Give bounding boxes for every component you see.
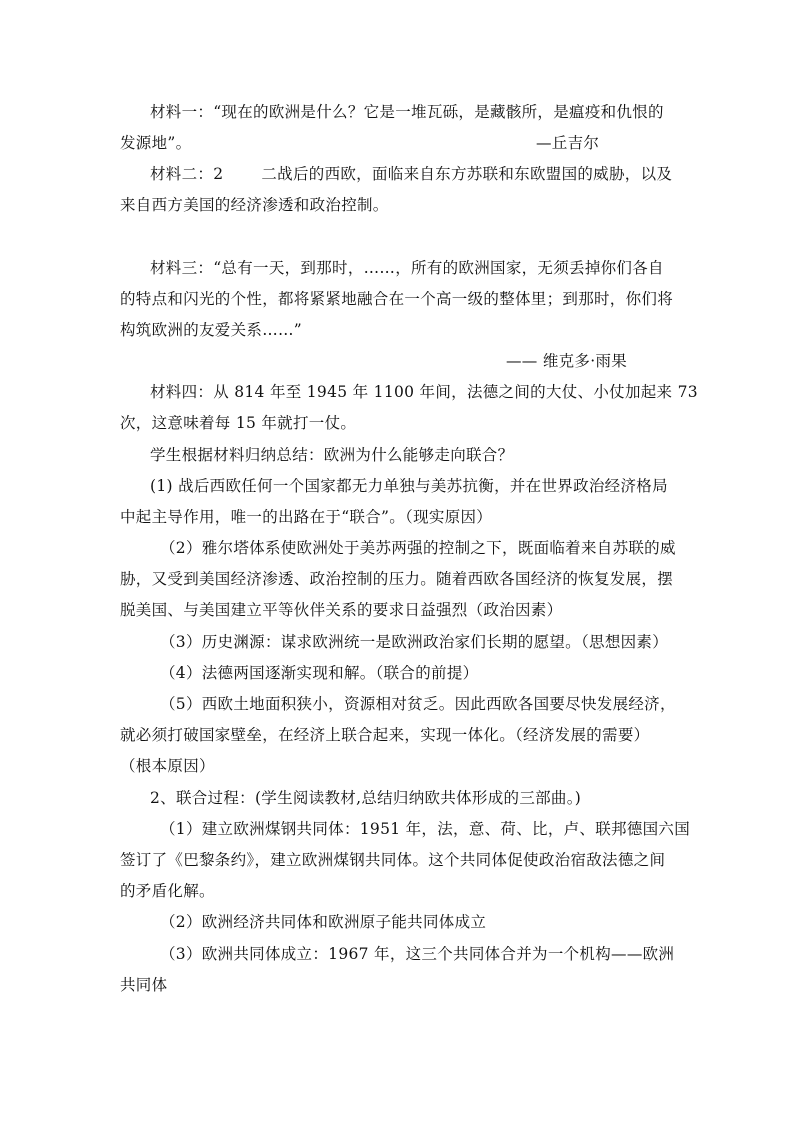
reason-5-line-1: （5）西欧土地面积狭小，资源相对贫乏。因此西欧各国要尽快发展经济， bbox=[160, 695, 676, 713]
reason-2-line-3: 脱美国、与美国建立平等伙伴关系的要求日益强烈（政治因素） bbox=[120, 601, 563, 619]
material-1-attribution: —丘吉尔 bbox=[536, 134, 600, 152]
process-3-line-2: 共同体 bbox=[120, 976, 168, 994]
reason-4-line: （4）法德两国逐渐实现和解。（联合的前提） bbox=[160, 664, 479, 682]
process-2-line: （2）欧洲经济共同体和欧洲原子能共同体成立 bbox=[160, 913, 487, 931]
material-2-line-1 bbox=[150, 164, 710, 184]
reason-1-line-2: 中起主导作用，唯一的出路在于“联合”。（现实原因） bbox=[120, 508, 493, 526]
process-1-line-2: 签订了《巴黎条约》，建立欧洲煤钢共同体。这个共同体促使政治宿敌法德之间 bbox=[120, 851, 666, 869]
material-3-attribution: —— 维克多·雨果 bbox=[506, 352, 628, 370]
material-1-line-1: 材料一：“现在的欧洲是什么？它是一堆瓦砾，是藏骸所，是瘟疫和仇恨的 bbox=[150, 103, 664, 121]
material-3-line-2: 的特点和闪光的个性，都将紧紧地融合在一个高一级的整体里；到那时，你们将 bbox=[120, 290, 674, 308]
reason-1-line-1: (1) 战后西欧任何一个国家都无力单独与美苏抗衡，并在世界政治经济格局 bbox=[150, 477, 668, 495]
material-3-line-1: 材料三：“总有一天，到那时，……，所有的欧洲国家，无须丢掉你们各自 bbox=[150, 259, 664, 277]
process-3-line-1: （3）欧洲共同体成立：1967 年，这三个共同体合并为一个机构——欧洲 bbox=[160, 945, 675, 963]
reason-5-line-2: 就必须打破国家壁垒，在经济上联合起来，实现一体化。（经济发展的需要） bbox=[120, 726, 650, 744]
material-1-line-2: 发源地”。 bbox=[120, 134, 192, 152]
reason-3-line: （3）历史渊源：谋求欧洲统一是欧洲政治家们长期的愿望。（思想因素） bbox=[160, 633, 669, 651]
reason-5-line-3: （根本原因） bbox=[120, 757, 215, 775]
material-3-line-3: 构筑欧洲的友爱关系……” bbox=[120, 321, 303, 339]
reason-2-line-2: 胁，又受到美国经济渗透、政治控制的压力。随着西欧各国经济的恢复发展，摆 bbox=[120, 570, 674, 588]
material-2-head: 材料二：2 bbox=[150, 165, 224, 183]
reason-2-line-1: （2）雅尔塔体系使欧洲处于美苏两强的控制之下，既面临着来自苏联的威 bbox=[160, 539, 676, 557]
material-2-line-2: 来自西方美国的经济渗透和政治控制。 bbox=[120, 196, 389, 214]
question-line: 学生根据材料归纳总结：欧洲为什么能够走向联合？ bbox=[150, 446, 514, 464]
process-1-line-1: （1）建立欧洲煤钢共同体：1951 年，法，意、荷、比，卢、联邦德国六国 bbox=[160, 820, 691, 838]
material-4-line-1: 材料四：从 814 年至 1945 年 1100 年间，法德之间的大仗、小仗加起来 73 bbox=[150, 383, 698, 401]
process-heading: 2、联合过程：(学生阅读教材,总结归纳欧共体形成的三部曲。) bbox=[150, 789, 582, 807]
material-4-line-2: 次，这意味着每 15 年就打一仗。 bbox=[120, 414, 357, 432]
material-2-tail: 二战后的西欧，面临来自东方苏联和东欧盟国的威胁，以及 bbox=[261, 165, 673, 183]
process-1-line-3: 的矛盾化解。 bbox=[120, 882, 215, 900]
